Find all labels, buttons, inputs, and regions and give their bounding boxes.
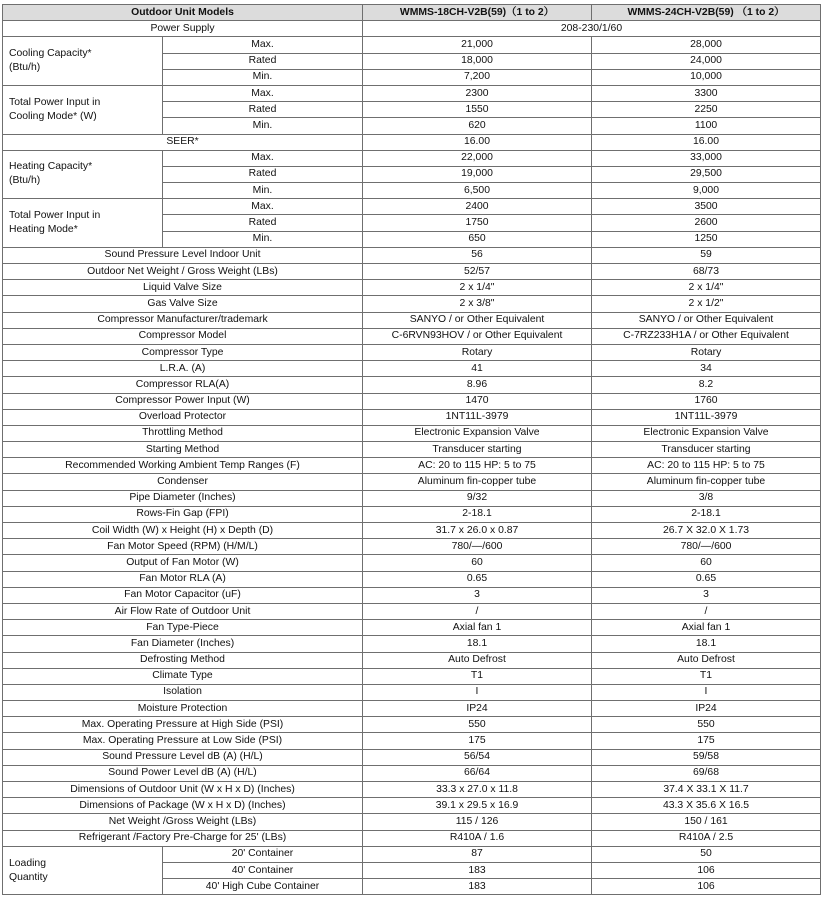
spec-value-model-2: Electronic Expansion Valve: [592, 425, 821, 441]
spec-value-model-1: 183: [363, 879, 592, 895]
spec-row: [3, 571, 821, 587]
spec-row: [3, 620, 821, 636]
spec-sub-label: Rated: [163, 166, 363, 182]
spec-value-model-1: 1NT11L-3979: [363, 409, 592, 425]
spec-value-model-1: AC: 20 to 115 HP: 5 to 75: [363, 458, 592, 474]
spec-label: Net Weight /Gross Weight (LBs): [3, 814, 363, 830]
spec-label: Fan Type-Piece: [3, 620, 363, 636]
spec-value-model-2: 59/58: [592, 749, 821, 765]
spec-row: [3, 409, 821, 425]
spec-label: Recommended Working Ambient Temp Ranges (F): [3, 458, 363, 474]
spec-label: Output of Fan Motor (W): [3, 555, 363, 571]
spec-group-label-line: Heating Mode*: [9, 224, 78, 236]
spec-sub-label: 20' Container: [163, 846, 363, 862]
spec-row: [3, 247, 821, 263]
spec-row: [3, 361, 821, 377]
spec-row: [3, 733, 821, 749]
spec-sub-label: Min.: [163, 183, 363, 199]
spec-value-model-1: 1470: [363, 393, 592, 409]
spec-row: [3, 717, 821, 733]
spec-label: Compressor Model: [3, 328, 363, 344]
spec-label: Dimensions of Outdoor Unit (W x H x D) (Inches): [3, 782, 363, 798]
spec-value-model-1: SANYO / or Other Equivalent: [363, 312, 592, 328]
spec-row: [3, 312, 821, 328]
spec-value-model-1: 21,000: [363, 37, 592, 53]
spec-label: Sound Pressure Level dB (A) (H/L): [3, 749, 363, 765]
spec-row: [3, 846, 821, 862]
spec-row: [3, 765, 821, 781]
spec-value-model-1: 33.3 x 27.0 x 11.8: [363, 782, 592, 798]
spec-sub-label: Rated: [163, 215, 363, 231]
spec-value-model-2: 59: [592, 247, 821, 263]
spec-value-model-2: 69/68: [592, 765, 821, 781]
spec-row: [3, 587, 821, 603]
spec-value-model-2: 175: [592, 733, 821, 749]
spec-sub-label: Max.: [163, 199, 363, 215]
spec-row: [3, 37, 821, 53]
spec-label: Isolation: [3, 684, 363, 700]
spec-value-model-2: 1NT11L-3979: [592, 409, 821, 425]
spec-sub-label: 40' Container: [163, 862, 363, 878]
spec-value-model-1: 52/57: [363, 264, 592, 280]
spec-row: [3, 458, 821, 474]
spec-table: [2, 4, 821, 895]
spec-label: Condenser: [3, 474, 363, 490]
spec-value-model-2: 16.00: [592, 134, 821, 150]
spec-group-label: [3, 199, 163, 248]
spec-value-model-2: 29,500: [592, 166, 821, 182]
spec-label: Liquid Valve Size: [3, 280, 363, 296]
spec-value-model-1: C-6RVN93HOV / or Other Equivalent: [363, 328, 592, 344]
spec-value-model-1: Electronic Expansion Valve: [363, 425, 592, 441]
spec-row: [3, 150, 821, 166]
spec-value-model-2: 24,000: [592, 53, 821, 69]
spec-value-model-2: 37.4 X 33.1 X 11.7: [592, 782, 821, 798]
spec-label: Compressor Power Input (W): [3, 393, 363, 409]
spec-value-model-2: Rotary: [592, 344, 821, 360]
spec-value-model-2: 3/8: [592, 490, 821, 506]
spec-value-model-1: 66/64: [363, 765, 592, 781]
spec-label: Dimensions of Package (W x H x D) (Inches): [3, 798, 363, 814]
spec-group-label: [3, 150, 163, 199]
spec-value-model-2: Transducer starting: [592, 442, 821, 458]
spec-value-model-1: 780/—/600: [363, 539, 592, 555]
spec-value-model-2: 18.1: [592, 636, 821, 652]
spec-sub-label: 40' High Cube Container: [163, 879, 363, 895]
spec-row: [3, 474, 821, 490]
spec-value-model-2: 0.65: [592, 571, 821, 587]
spec-label: Sound Pressure Level Indoor Unit: [3, 247, 363, 263]
spec-label: Refrigerant /Factory Pre-Charge for 25' (LBs): [3, 830, 363, 846]
spec-label: Fan Motor Capacitor (uF): [3, 587, 363, 603]
spec-row: [3, 603, 821, 619]
spec-value-model-2: 550: [592, 717, 821, 733]
spec-value-model-2: Aluminum fin-copper tube: [592, 474, 821, 490]
spec-value-model-1: 56/54: [363, 749, 592, 765]
spec-value-model-1: 39.1 x 29.5 x 16.9: [363, 798, 592, 814]
spec-label: Rows-Fin Gap (FPI): [3, 506, 363, 522]
spec-value-model-2: 10,000: [592, 69, 821, 85]
spec-row: [3, 749, 821, 765]
spec-row: [3, 798, 821, 814]
spec-row: [3, 264, 821, 280]
spec-label: Climate Type: [3, 668, 363, 684]
spec-value-model-2: 2 x 1/4": [592, 280, 821, 296]
spec-sub-label: Min.: [163, 231, 363, 247]
spec-row: [3, 442, 821, 458]
spec-label: Fan Diameter (Inches): [3, 636, 363, 652]
spec-label: SEER*: [3, 134, 363, 150]
spec-row: [3, 344, 821, 360]
spec-row: [3, 636, 821, 652]
spec-sub-label: Min.: [163, 69, 363, 85]
spec-row: [3, 328, 821, 344]
spec-value-model-2: Auto Defrost: [592, 652, 821, 668]
spec-value-model-2: 106: [592, 862, 821, 878]
spec-label: L.R.A. (A): [3, 361, 363, 377]
spec-value-model-2: Axial fan 1: [592, 620, 821, 636]
spec-row: [3, 296, 821, 312]
spec-value-model-1: 8.96: [363, 377, 592, 393]
spec-value-model-2: 60: [592, 555, 821, 571]
header-row: [3, 5, 821, 21]
spec-row: [3, 377, 821, 393]
spec-value-model-1: 18,000: [363, 53, 592, 69]
spec-value-model-1: 31.7 x 26.0 x 0.87: [363, 523, 592, 539]
spec-value-model-1: 9/32: [363, 490, 592, 506]
spec-value-model-2: 106: [592, 879, 821, 895]
spec-label: Max. Operating Pressure at High Side (PSI): [3, 717, 363, 733]
spec-sub-label: Max.: [163, 150, 363, 166]
header-model-2: WMMS-24CH-V2B(59) （1 to 2）: [592, 5, 821, 21]
spec-value-model-1: R410A / 1.6: [363, 830, 592, 846]
spec-value-model-1: 2-18.1: [363, 506, 592, 522]
spec-row: [3, 134, 821, 150]
spec-row: [3, 814, 821, 830]
spec-sub-label: Rated: [163, 102, 363, 118]
spec-group-label-line: Cooling Mode* (W): [9, 110, 97, 122]
spec-value-model-2: 2600: [592, 215, 821, 231]
spec-label: Starting Method: [3, 442, 363, 458]
spec-body: [3, 21, 821, 895]
spec-value-model-2: 28,000: [592, 37, 821, 53]
spec-value-model-1: Axial fan 1: [363, 620, 592, 636]
spec-value-model-1: 16.00: [363, 134, 592, 150]
spec-value-model-2: C-7RZ233H1A / or Other Equivalent: [592, 328, 821, 344]
spec-value-model-2: 780/—/600: [592, 539, 821, 555]
spec-value-model-1: 3: [363, 587, 592, 603]
spec-row: [3, 490, 821, 506]
spec-value-model-2: IP24: [592, 701, 821, 717]
spec-value-model-2: 68/73: [592, 264, 821, 280]
spec-row: [3, 85, 821, 101]
spec-value-model-1: 175: [363, 733, 592, 749]
spec-value-model-2: 9,000: [592, 183, 821, 199]
spec-value-model-2: 3: [592, 587, 821, 603]
spec-group-label-line: Cooling Capacity*: [9, 48, 92, 60]
spec-label: Pipe Diameter (Inches): [3, 490, 363, 506]
spec-value-model-2: 2 x 1/2": [592, 296, 821, 312]
spec-label: Throttling Method: [3, 425, 363, 441]
spec-value-model-1: 1550: [363, 102, 592, 118]
spec-value-model-1: 2300: [363, 85, 592, 101]
spec-value-model-2: 1100: [592, 118, 821, 134]
spec-value-model-1: Aluminum fin-copper tube: [363, 474, 592, 490]
header-models-label: Outdoor Unit Models: [3, 5, 363, 21]
spec-value-model-1: I: [363, 684, 592, 700]
spec-sub-label: Rated: [163, 53, 363, 69]
spec-value-model-1: 41: [363, 361, 592, 377]
spec-row: [3, 652, 821, 668]
spec-value-model-1: 56: [363, 247, 592, 263]
spec-label: Gas Valve Size: [3, 296, 363, 312]
spec-value-model-2: 2-18.1: [592, 506, 821, 522]
spec-label: Overload Protector: [3, 409, 363, 425]
spec-row: [3, 21, 821, 37]
spec-value-model-1: 115 / 126: [363, 814, 592, 830]
spec-value-model-2: 150 / 161: [592, 814, 821, 830]
spec-value-model-1: 0.65: [363, 571, 592, 587]
spec-value-model-1: Rotary: [363, 344, 592, 360]
spec-value-model-1: 2 x 3/8": [363, 296, 592, 312]
spec-value-model-2: 43.3 X 35.6 X 16.5: [592, 798, 821, 814]
spec-row: [3, 539, 821, 555]
spec-label: Defrosting Method: [3, 652, 363, 668]
spec-row: [3, 830, 821, 846]
spec-value-model-2: 33,000: [592, 150, 821, 166]
spec-value-model-1: 19,000: [363, 166, 592, 182]
spec-row: [3, 782, 821, 798]
spec-value-model-2: 3300: [592, 85, 821, 101]
spec-value-model-2: 3500: [592, 199, 821, 215]
spec-value-model-1: 22,000: [363, 150, 592, 166]
spec-sub-label: Max.: [163, 85, 363, 101]
spec-group-label-line: Heating Capacity*: [9, 161, 93, 173]
spec-value-model-2: 8.2: [592, 377, 821, 393]
spec-label: Fan Motor RLA (A): [3, 571, 363, 587]
spec-group-label: [3, 846, 163, 895]
spec-label: Outdoor Net Weight / Gross Weight (LBs): [3, 264, 363, 280]
spec-group-label-line: Total Power Input in: [9, 96, 101, 108]
spec-value-model-2: /: [592, 603, 821, 619]
spec-label: Air Flow Rate of Outdoor Unit: [3, 603, 363, 619]
spec-row: [3, 684, 821, 700]
spec-value-model-2: 26.7 X 32.0 X 1.73: [592, 523, 821, 539]
spec-row: [3, 393, 821, 409]
spec-label: Power Supply: [3, 21, 363, 37]
spec-sub-label: Min.: [163, 118, 363, 134]
spec-value-model-1: /: [363, 603, 592, 619]
spec-label: Coil Width (W) x Height (H) x Depth (D): [3, 523, 363, 539]
spec-value-model-1: 650: [363, 231, 592, 247]
spec-value-model-2: 1250: [592, 231, 821, 247]
spec-value-model-1: 550: [363, 717, 592, 733]
spec-row: [3, 668, 821, 684]
spec-value-model-2: 2250: [592, 102, 821, 118]
spec-row: [3, 425, 821, 441]
spec-value-model-2: AC: 20 to 115 HP: 5 to 75: [592, 458, 821, 474]
spec-row: [3, 555, 821, 571]
spec-group-label: [3, 85, 163, 134]
spec-value-model-1: 7,200: [363, 69, 592, 85]
spec-row: [3, 280, 821, 296]
spec-value-model-2: SANYO / or Other Equivalent: [592, 312, 821, 328]
spec-group-label-line: (Btu/h): [9, 175, 41, 187]
spec-row: [3, 199, 821, 215]
spec-value-model-1: 2400: [363, 199, 592, 215]
spec-value-model-1: 183: [363, 862, 592, 878]
spec-value-model-1: Auto Defrost: [363, 652, 592, 668]
spec-value-model-2: 34: [592, 361, 821, 377]
spec-row: [3, 506, 821, 522]
spec-value-model-1: Transducer starting: [363, 442, 592, 458]
spec-value-model-1: T1: [363, 668, 592, 684]
spec-group-label-line: (Btu/h): [9, 62, 41, 74]
spec-label: Fan Motor Speed (RPM) (H/M/L): [3, 539, 363, 555]
spec-value-model-1: 60: [363, 555, 592, 571]
spec-group-label-line: Total Power Input in: [9, 210, 101, 222]
spec-value-model-1: 6,500: [363, 183, 592, 199]
spec-group-label: [3, 37, 163, 86]
spec-value-model-1: 2 x 1/4": [363, 280, 592, 296]
spec-value-model-1: 1750: [363, 215, 592, 231]
spec-value-model-1: 18.1: [363, 636, 592, 652]
spec-group-label-line: Loading: [9, 857, 46, 869]
spec-label: Sound Power Level dB (A) (H/L): [3, 765, 363, 781]
spec-label: Compressor Manufacturer/trademark: [3, 312, 363, 328]
spec-label: Compressor RLA(A): [3, 377, 363, 393]
spec-value-model-2: 1760: [592, 393, 821, 409]
spec-value-model-1: 620: [363, 118, 592, 134]
spec-sub-label: Max.: [163, 37, 363, 53]
spec-group-label-line: Quantity: [9, 871, 48, 883]
spec-row: [3, 523, 821, 539]
spec-value-model-1: 87: [363, 846, 592, 862]
spec-value-model-2: R410A / 2.5: [592, 830, 821, 846]
spec-value-model-2: T1: [592, 668, 821, 684]
spec-value-model-2: I: [592, 684, 821, 700]
spec-label: Max. Operating Pressure at Low Side (PSI): [3, 733, 363, 749]
spec-value-shared: 208-230/1/60: [363, 21, 821, 37]
spec-label: Moisture Protection: [3, 701, 363, 717]
header-model-1: WMMS-18CH-V2B(59)（1 to 2）: [363, 5, 592, 21]
spec-label: Compressor Type: [3, 344, 363, 360]
spec-row: [3, 701, 821, 717]
spec-value-model-2: 50: [592, 846, 821, 862]
spec-value-model-1: IP24: [363, 701, 592, 717]
